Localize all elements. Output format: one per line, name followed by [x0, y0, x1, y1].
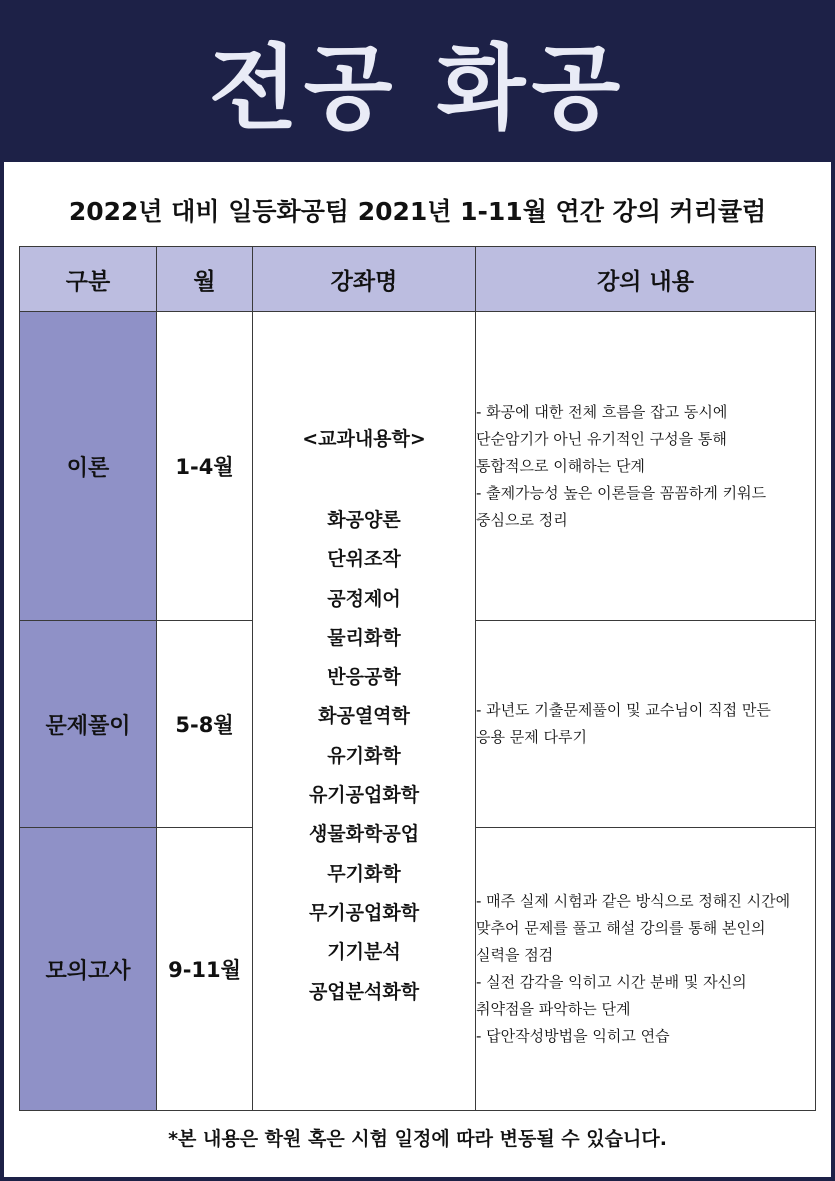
category-cell: 문제풀이 — [20, 621, 157, 828]
course-item: 반응공학 — [327, 666, 401, 689]
month-cell: 9-11월 — [157, 828, 253, 1111]
banner-title: 전공 화공 — [208, 35, 627, 142]
course-heading: <교과내용학> — [302, 428, 426, 450]
table-header-row — [20, 247, 816, 312]
header-course-name: 강좌명 — [253, 247, 476, 312]
category-cell: 모의고사 — [20, 828, 157, 1111]
footnote: *본 내용은 학원 혹은 시험 일정에 따라 변동될 수 있습니다. — [168, 1128, 667, 1150]
content-line: - 답안작성방법을 익히고 연습 — [476, 1027, 670, 1045]
course-item: 화공양론 — [327, 509, 401, 531]
content-line: - 화공에 대한 전체 흐름을 잡고 동시에 — [476, 402, 728, 421]
course-item: 물리화학 — [327, 626, 401, 649]
month-cell: 1-4월 — [157, 312, 253, 621]
content-line: 통합적으로 이해하는 단계 — [476, 456, 645, 475]
course-list-cell — [253, 312, 476, 1111]
header-category: 구분 — [20, 247, 157, 312]
content-line: 중심으로 정리 — [476, 510, 568, 529]
table-row — [20, 312, 816, 621]
content-cell — [476, 621, 816, 828]
content-line: 응용 문제 다루기 — [476, 728, 587, 746]
content-cell — [476, 312, 816, 621]
course-item: 공정제어 — [327, 587, 401, 610]
header-month: 월 — [157, 247, 253, 312]
course-item: 단위조작 — [327, 548, 401, 571]
course-item: 무기화학 — [327, 862, 401, 885]
course-item: 화공열역학 — [318, 705, 410, 728]
course-item: 생물화학공업 — [308, 823, 420, 846]
header-banner — [0, 0, 835, 162]
course-item: 유기화학 — [327, 744, 401, 767]
content-line: 단순암기가 아닌 유기적인 구성을 통해 — [476, 429, 727, 448]
course-item: 기기분석 — [327, 941, 401, 964]
content-cell — [476, 828, 816, 1111]
header-content: 강의 내용 — [476, 247, 816, 312]
content-line: - 출제가능성 높은 이론들을 꼼꼼하게 키워드 — [476, 483, 767, 502]
course-item: 유기공업화학 — [308, 784, 420, 807]
month-cell: 5-8월 — [157, 621, 253, 828]
curriculum-title: 2022년 대비 일등화공팀 2021년 1-11월 연간 강의 커리큘럼 — [68, 197, 767, 226]
course-item: 무기공업화학 — [308, 901, 420, 924]
content-line: 취약점을 파악하는 단계 — [476, 1000, 631, 1018]
content-line: 실력을 점검 — [476, 946, 554, 964]
content-line: - 실전 감각을 익히고 시간 분배 및 자신의 — [476, 973, 747, 991]
curriculum-table — [19, 246, 816, 1111]
content-line: - 과년도 기출문제풀이 및 교수님이 직접 만든 — [476, 701, 771, 719]
content-line: - 매주 실제 시험과 같은 방식으로 정해진 시간에 — [476, 892, 791, 910]
category-cell: 이론 — [20, 312, 157, 621]
course-item: 공업분석화학 — [308, 980, 420, 1003]
content-line: 맞추어 문제를 풀고 해설 강의를 통해 본인의 — [476, 919, 766, 937]
